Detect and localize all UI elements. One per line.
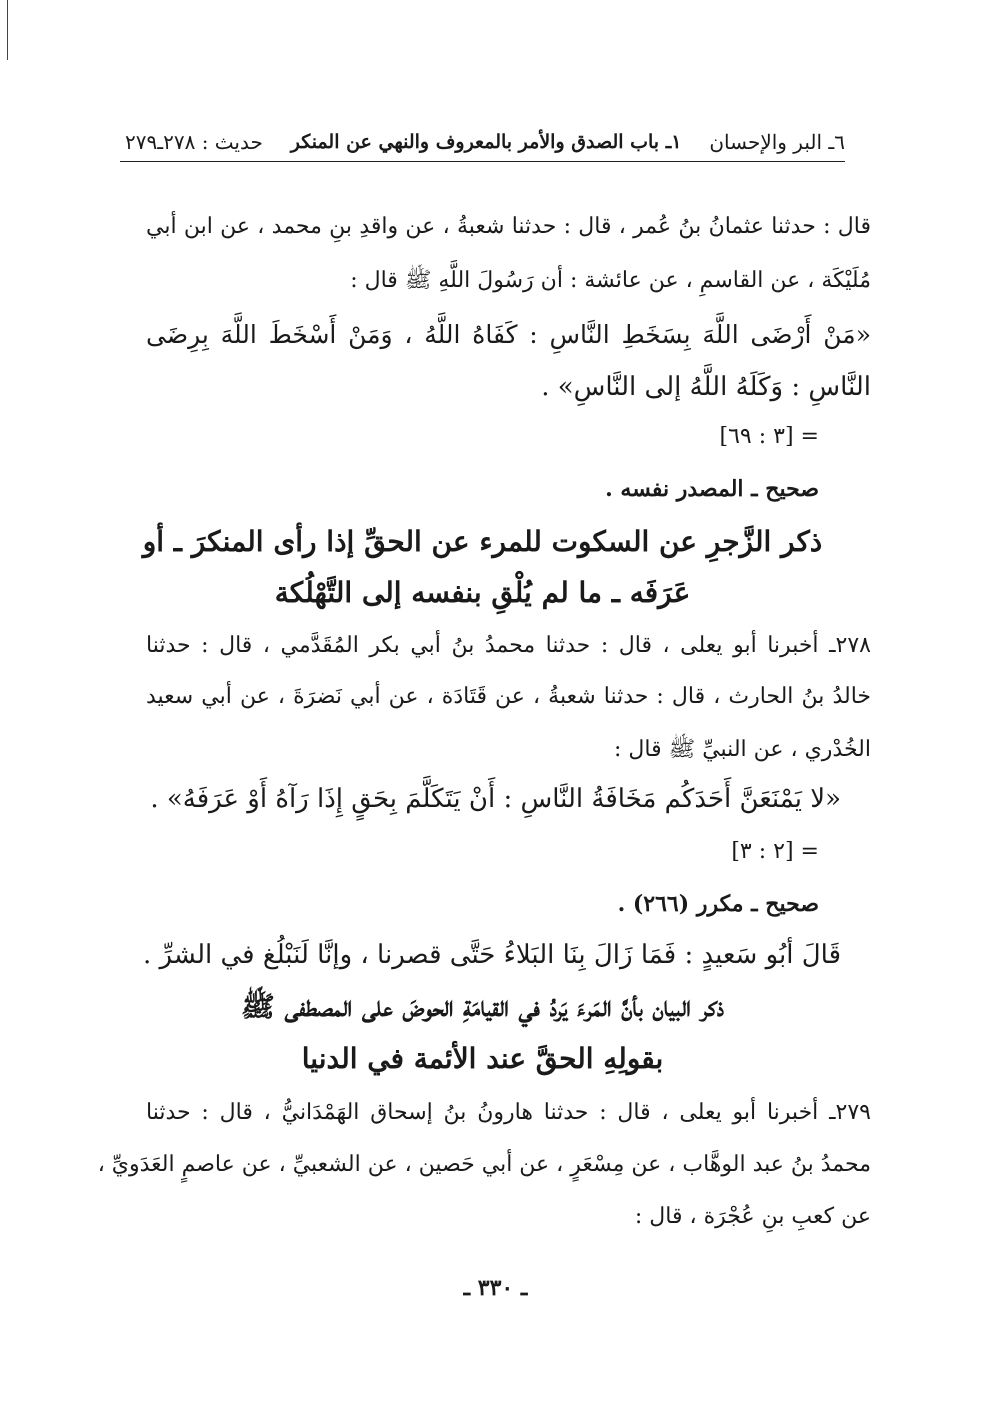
text-line: ٢٧٩ـ أخبرنا أبو يعلى ، قال : حدثنا هارونُ بنُ إسحاق الهَمْدَانيُّ ، قال : حدثنا bbox=[146, 1100, 871, 1125]
text-line: قال : حدثنا عثمانُ بنُ عُمر ، قال : حدثنا شعبةُ ، عن واقدِ بنِ محمد ، عن ابن أبي bbox=[146, 214, 871, 239]
text-line: محمدُ بنُ عبد الوهَّاب ، عن مِسْعَرٍ ، عن أبي حَصين ، عن الشعبيِّ ، عن عاصمٍ العَدَويِّ ، bbox=[97, 1152, 871, 1177]
chapter-heading: ذكر البيان بأنَّ المَرءَ يَردُ في القيامَةِ الحوضَ على المصطفى ﷺ bbox=[240, 990, 725, 1023]
header-rule bbox=[120, 161, 845, 162]
reference-line: = [٢ : ٣] bbox=[731, 839, 819, 864]
binding-edge-line bbox=[7, 0, 8, 60]
text-line: مُلَيْكَة ، عن القاسمِ ، عن عائشة : أن رَسُولَ اللَّهِ ﷺ قال : bbox=[350, 268, 871, 293]
header-section: ١ـ باب الصدق والأمر بالمعروف والنهي عن المنكر bbox=[290, 131, 682, 153]
grading-line: صحيح ـ المصدر نفسه . bbox=[605, 476, 819, 502]
hadith-quote: «لا يَمْنَعَنَّ أَحَدَكُم مَخَافَةُ النَّاسِ : أَنْ يَتَكَلَّمَ بِحَقٍ إِذَا رَآهُ أَوْ عَرَفَهُ» . bbox=[150, 784, 841, 814]
chapter-heading: بقولِهِ الحقَّ عند الأئمة في الدنيا bbox=[301, 1042, 664, 1075]
text-line: الخُدْري ، عن النبيِّ ﷺ قال : bbox=[614, 737, 871, 762]
narrator-remark: قَالَ أبُو سَعيدٍ : فَمَا زَالَ بِنَا البَلاءُ حَتَّى قصرنا ، وإنَّا لَنَبْلُغ في الشرِّ . bbox=[143, 940, 841, 970]
reference-line: = [٣ : ٦٩] bbox=[719, 424, 819, 449]
header-chapter: ٦ـ البر والإحسان bbox=[709, 130, 845, 154]
chapter-heading: عَرَفَه ـ ما لم يُلْقِ بنفسه إلى التَّهْلُكة bbox=[274, 576, 691, 609]
chapter-heading: ذكر الزَّجرِ عن السكوت للمرء عن الحقِّ إذا رأى المنكرَ ـ أو bbox=[142, 525, 823, 558]
hadith-quote: «مَنْ أَرْضَى اللَّهَ بِسَخَطِ النَّاسِ : كَفَاهُ اللَّهُ ، وَمَنْ أَسْخَطَ اللَّهَ بِرِضَى bbox=[146, 320, 871, 349]
header-hadith-range: حديث : ٢٧٨ـ٢٧٩ bbox=[125, 130, 263, 154]
hadith-quote: النَّاسِ : وَكَلَهُ اللَّهُ إلى النَّاسِ» . bbox=[541, 372, 871, 402]
grading-line: صحيح ـ مكرر (٢٦٦) . bbox=[617, 891, 819, 917]
text-line: ٢٧٨ـ أخبرنا أبو يعلى ، قال : حدثنا محمدُ بنُ أبي بكر المُقَدَّمي ، قال : حدثنا bbox=[146, 633, 871, 658]
text-line: عن كعبِ بنِ عُجْرَة ، قال : bbox=[634, 1204, 871, 1229]
page-number: ـ ٣٣٠ ـ bbox=[463, 1275, 528, 1301]
text-line: خالدُ بنُ الحارث ، قال : حدثنا شعبةُ ، عن قَتَادَة ، عن أبي نَضرَةَ ، عن أبي سعيد bbox=[146, 684, 871, 709]
running-header bbox=[125, 122, 845, 162]
